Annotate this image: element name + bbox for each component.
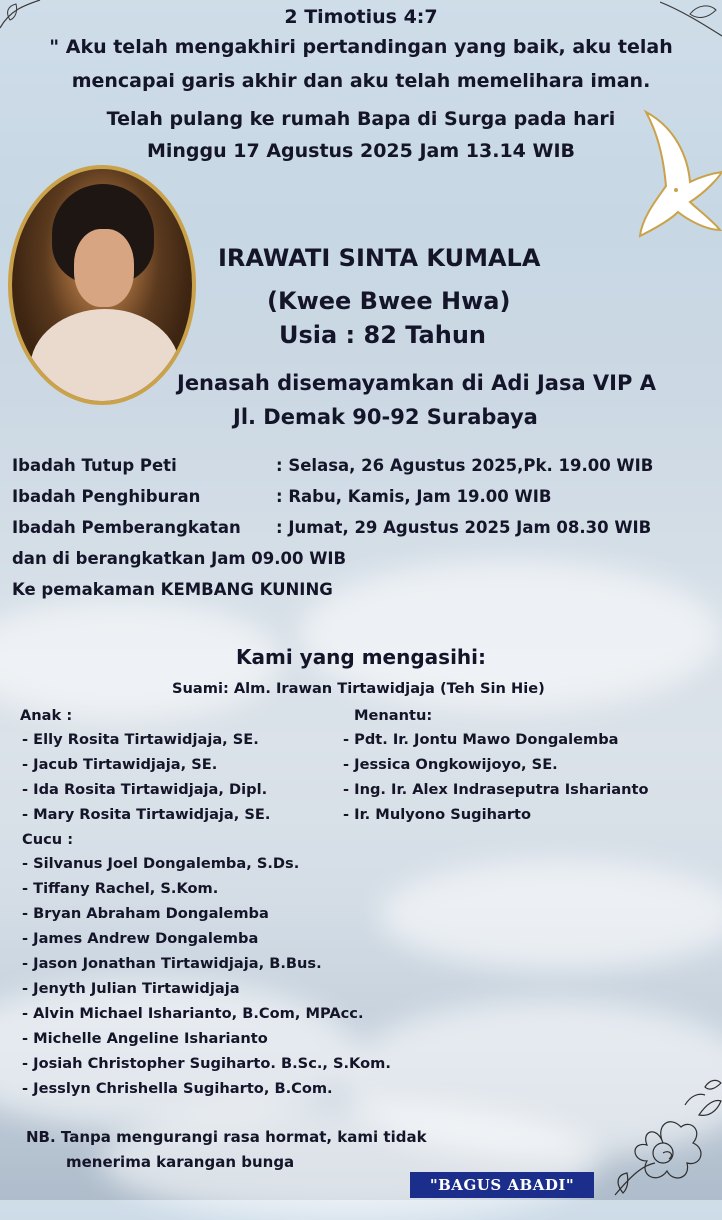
passing-line-2: Minggu 17 Agustus 2025 Jam 13.14 WIB [146,140,576,162]
list-item: - Tiffany Rachel, S.Kom. [22,880,219,897]
service-label: Ibadah Pemberangkatan [12,518,241,537]
list-item: - Alvin Michael Isharianto, B.Com, MPAcc. [22,1005,364,1022]
service-value: : Selasa, 26 Agustus 2025,Pk. 19.00 WIB [276,456,654,475]
family-heading: Kami yang mengasihi: [236,645,487,669]
brand-badge: "BAGUS ABADI" [410,1172,594,1198]
list-item: - Josiah Christopher Sugiharto. B.Sc., S.Kom. [22,1055,391,1072]
portrait-photo [8,165,196,405]
list-item: - Ing. Ir. Alex Indraseputra Isharianto [343,781,649,798]
list-item: - Jesslyn Chrishella Sugiharto, B.Com. [22,1080,333,1097]
list-item: - Silvanus Joel Dongalemba, S.Ds. [22,855,300,872]
service-value: : Jumat, 29 Agustus 2025 Jam 08.30 WIB [276,518,652,537]
corner-flower-bottom-right [595,1075,722,1200]
verse-line-1: " Aku telah mengakhiri pertandingan yang baik, aku telah [49,36,673,58]
list-item: - Jason Jonathan Tirtawidjaja, B.Bus. [22,955,322,972]
deceased-chinese-name: (Kwee Bwee Hwa) [267,287,511,315]
note-line-2: menerima karangan bunga [66,1153,295,1171]
list-item: - Ir. Mulyono Sugiharto [343,806,532,823]
list-item: - Bryan Abraham Dongalemba [22,905,269,922]
in-laws-label: Menantu: [354,707,433,724]
deceased-age: Usia : 82 Tahun [279,321,486,349]
list-item: - Jenyth Julian Tirtawidjaja [22,980,240,997]
verse-line-2: mencapai garis akhir dan aku telah memelihara iman. [71,70,651,92]
list-item: - Jacub Tirtawidjaja, SE. [22,756,218,773]
service-value: : Rabu, Kamis, Jam 19.00 WIB [276,487,552,506]
grandchildren-label: Cucu : [22,831,74,848]
note-line-1: NB. Tanpa mengurangi rasa hormat, kami tidak [26,1128,427,1146]
location-line-1: Jenasah disemayamkan di Adi Jasa VIP A [177,371,656,395]
list-item: - Michelle Angeline Isharianto [22,1030,268,1047]
list-item: - Elly Rosita Tirtawidjaja, SE. [22,731,259,748]
departure-note: dan di berangkatkan Jam 09.00 WIB [12,549,347,568]
service-label: Ibadah Penghiburan [12,487,201,506]
list-item: - Mary Rosita Tirtawidjaja, SE. [22,806,271,823]
deceased-name: IRAWATI SINTA KUMALA [218,244,541,272]
service-label: Ibadah Tutup Peti [12,456,177,475]
list-item: - Jessica Ongkowijoyo, SE. [343,756,558,773]
verse-reference: 2 Timotius 4:7 [284,6,438,28]
burial-place: Ke pemakaman KEMBANG KUNING [12,580,333,599]
list-item: - Pdt. Ir. Jontu Mawo Dongalemba [343,731,619,748]
list-item: - Ida Rosita Tirtawidjaja, Dipl. [22,781,268,798]
spouse-line: Suami: Alm. Irawan Tirtawidjaja (Teh Sin Hie) [172,680,545,697]
location-line-2: Jl. Demak 90-92 Surabaya [233,405,538,429]
passing-line-1: Telah pulang ke rumah Bapa di Surga pada hari [106,108,616,130]
children-label: Anak : [20,707,73,724]
list-item: - James Andrew Dongalemba [22,930,259,947]
